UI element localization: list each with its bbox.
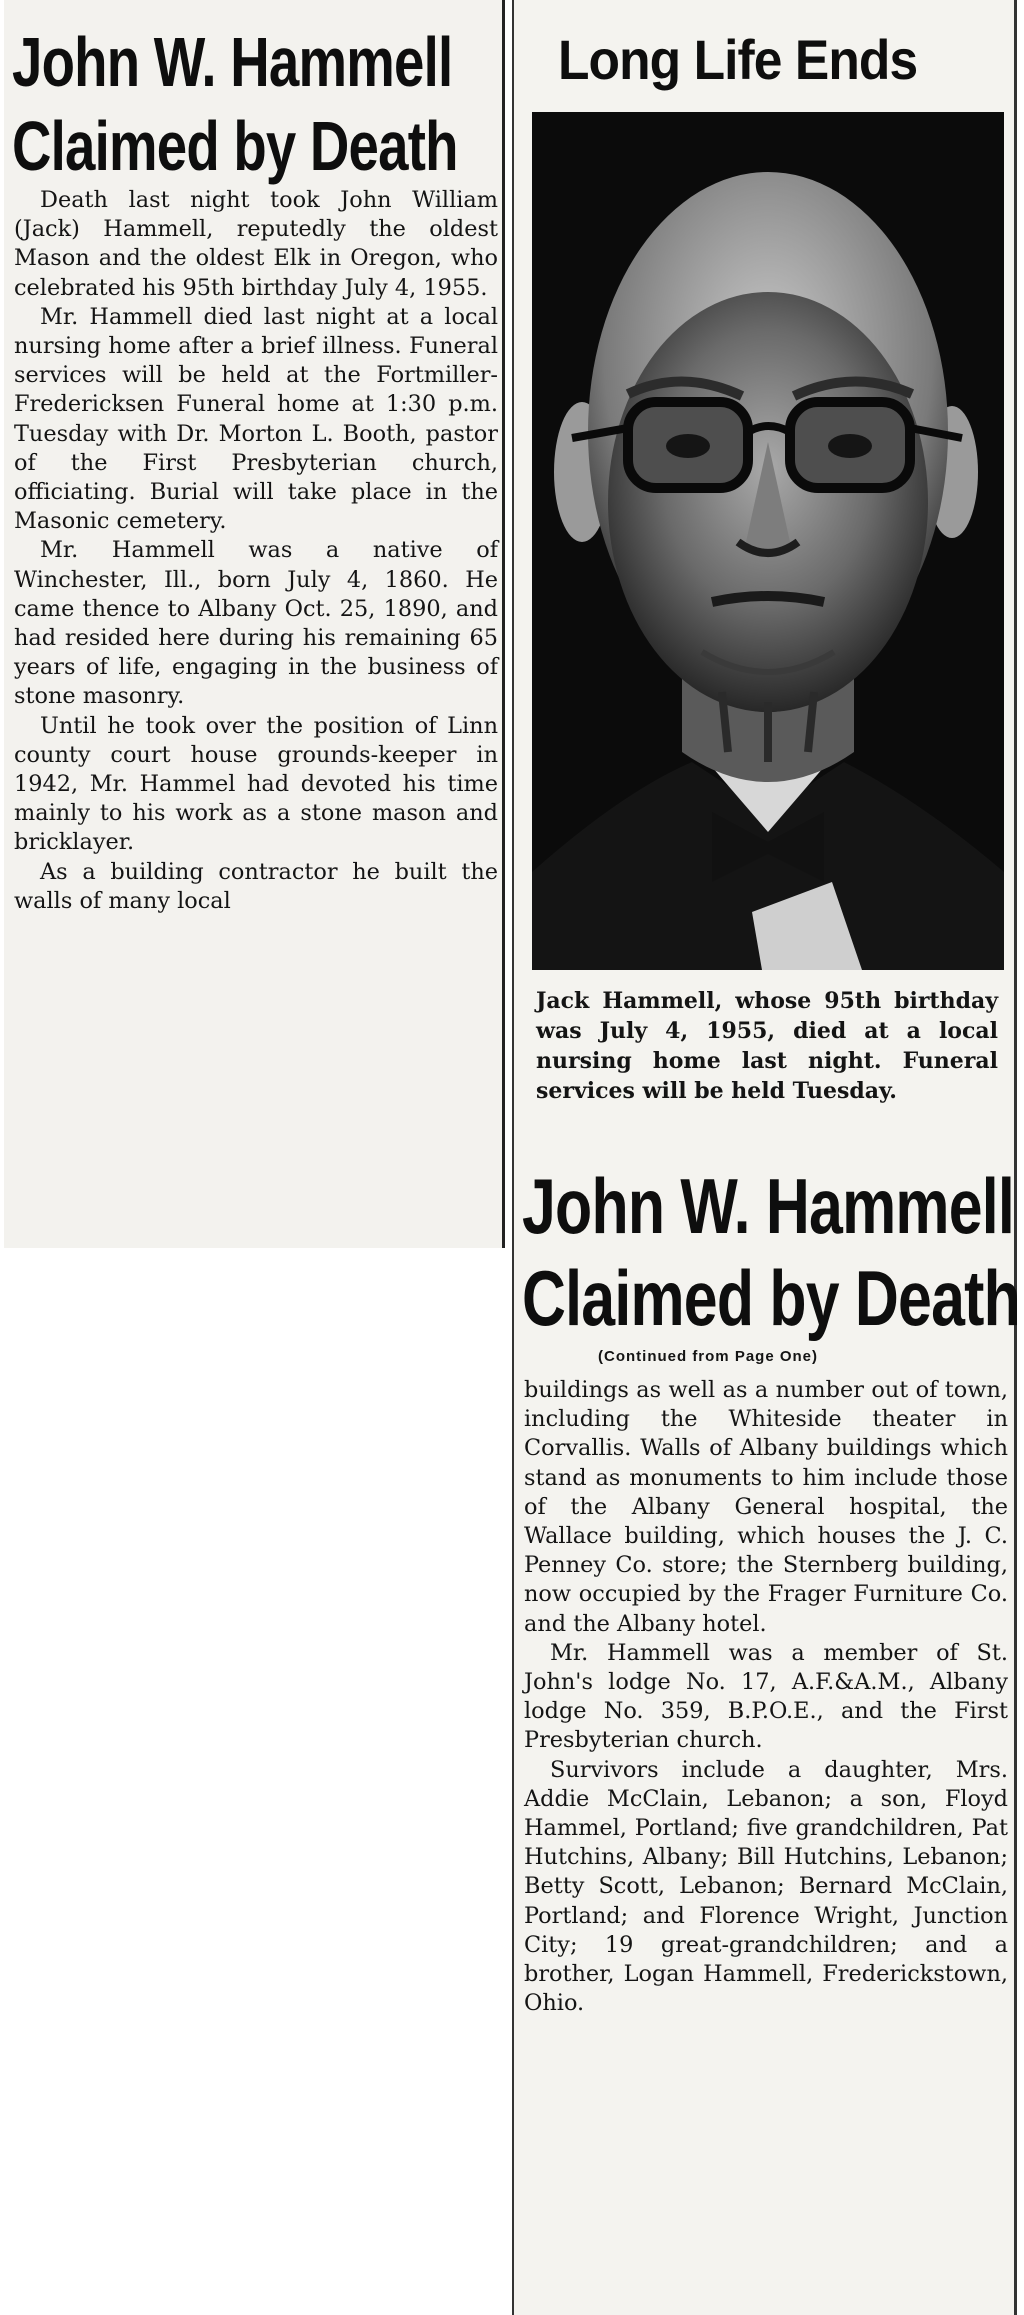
right-paragraph-2: Mr. Hammell was a member of St. John's lodge No. 17, A.F.&A.M., Albany lodge No. 359, B.P.O.E., and the First Presbyterian church.: [524, 1639, 1008, 1754]
left-paragraph-5: As a building contractor he built the walls of many local: [14, 858, 498, 914]
right-paragraph-3: Survivors include a daughter, Mrs. Addie McClain, Lebanon; a son, Floyd Hammel, Portland; five grandchildren, Pat Hutchins, Albany; Bill Hutchins, Lebanon; Betty Scott, Lebanon; Bernard McClain, Portland; and Florence Wright, Junction City; 19 great-grandchildren; and a brother, Logan Hammell, Frederickstown, Ohio.: [524, 1756, 1008, 2017]
right-headline-line2: Claimed by Death: [522, 1254, 1021, 1342]
left-paragraph-2: Mr. Hammell died last night at a local nursing home after a brief illness. Funeral services will be held at the Fortmiller-Fredericksen Funeral home at 1:30 p.m. Tuesday with Dr. Morton L. Booth, pastor of the First Presbyterian church, officiating. Burial will take place in the Masonic cemetery.: [14, 303, 498, 535]
right-headline: [522, 1160, 1020, 1344]
photo-headline: Long Life Ends: [558, 28, 918, 91]
continued-note: (Continued from Page One): [598, 1348, 818, 1365]
left-paragraph-3: Mr. Hammell was a native of Winchester, Ill., born July 4, 1860. He came thence to Albany Oct. 25, 1890, and had resided here during his remaining 65 years of life, engaging in the business of stone masonry.: [14, 537, 498, 710]
left-headline-line2: Claimed by Death: [12, 107, 458, 185]
left-column: [4, 0, 505, 1248]
portrait-photo: [532, 112, 1004, 970]
right-paragraph-1: buildings as well as a number out of town, including the Whiteside theater in Corvallis. Walls of Albany buildings which stand as monuments to him include those of the Albany General hospital, the Wallace building, which houses the J. C. Penney Co. store; the Sternberg building, now occupied by the Frager Furniture Co. and the Albany hotel.: [524, 1377, 1008, 1637]
left-paragraph-4: Until he took over the position of Linn county court house grounds-keeper in 1942, Mr. Hammel had devoted his time mainly to his work as a stone mason and bricklayer.: [14, 712, 498, 856]
portrait-image: [532, 112, 1004, 970]
left-headline: [12, 20, 458, 188]
photo-caption: Jack Hammell, whose 95th birthday was July 4, 1955, died at a local nursing home last night. Funeral services will be held Tuesday.: [536, 988, 998, 1104]
left-headline-line1: John W. Hammell: [12, 23, 453, 101]
right-column: [512, 0, 1021, 2315]
left-paragraph-1: Death last night took John William (Jack) Hammell, reputedly the oldest Mason and the oldest Elk in Oregon, who celebrated his 95th birthday July 4, 1955.: [14, 187, 498, 301]
left-article-body: [14, 186, 498, 916]
right-headline-line1: John W. Hammell: [522, 1162, 1015, 1250]
right-article-body: [524, 1376, 1008, 2018]
